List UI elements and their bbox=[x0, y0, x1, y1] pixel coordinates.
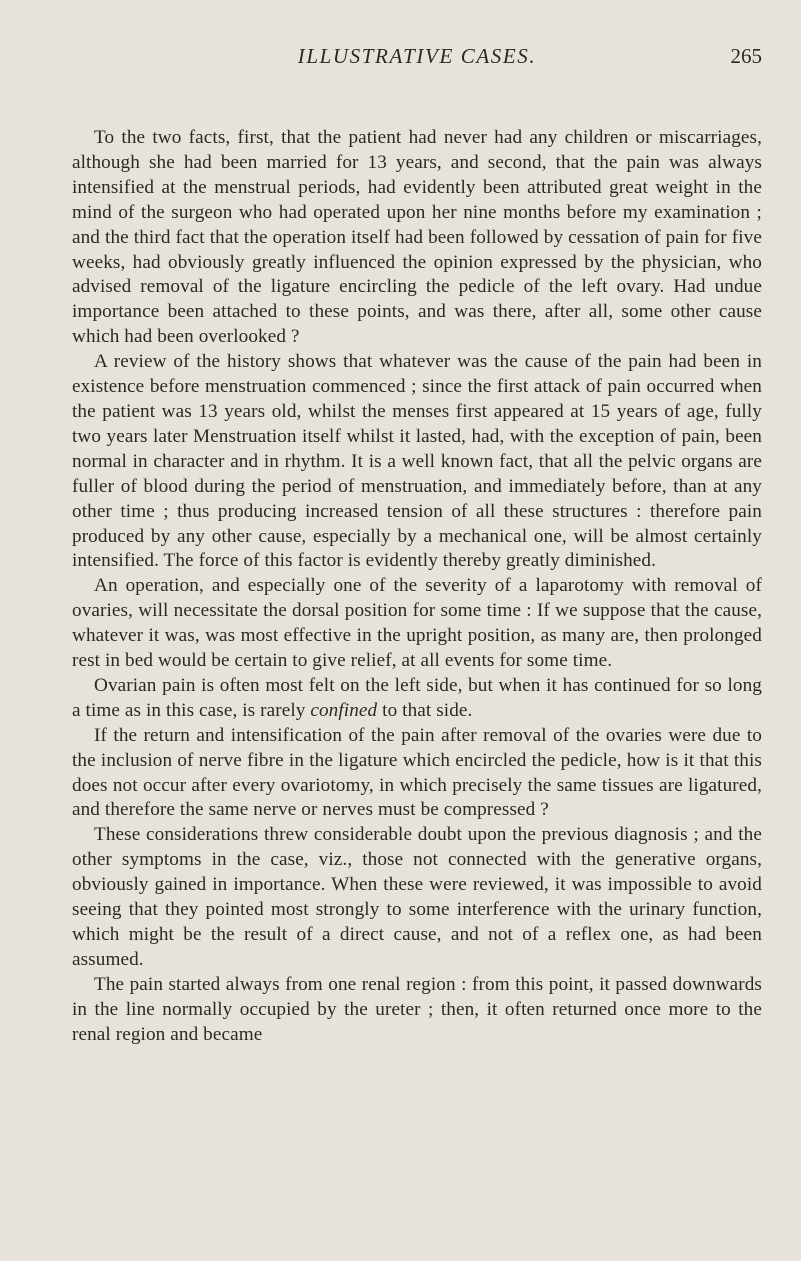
paragraph-4-emphasis: confined bbox=[310, 699, 378, 721]
page-header bbox=[72, 44, 762, 80]
body-text bbox=[72, 126, 762, 1048]
book-page bbox=[72, 44, 762, 1048]
paragraph-4-text-before: Ovarian pain is often most felt on the left side, but when it has continued for so long a time as in this case, is rarely bbox=[72, 674, 762, 721]
running-title: ILLUSTRATIVE CASES. bbox=[297, 44, 537, 68]
paragraph-7: The pain started always from one renal region : from this point, it passed downwards in the line normally occupied by the ureter ; then, it often returned once more to the renal region and became bbox=[72, 973, 762, 1045]
paragraph-2: A review of the history shows that whatever was the cause of the pain had been in existence before menstruation commenced ; since the first attack of pain occurred when the patient was 13 years old, whilst the menses first appeared at 15 years of age, fully two years later Menstruation itself whilst it lasted, had, with the exception of pain, been normal in character and in rhythm. It is a well known fact, that all the pelvic organs are fuller of blood during the period of menstruation, and immediately before, than at any other time ; thus producing increased tension of all these structures : therefore pain produced by any other cause, especially by a mechanical one, will be almost certainly intensified. The force of this factor is evidently thereby greatly diminished. bbox=[72, 351, 762, 572]
paragraph-1: To the two facts, first, that the patient had never had any children or miscarriages, although she had been married for 13 years, and second, that the pain was always intensified at the menstrual periods, had evidently been attributed great weight in the mind of the surgeon who had operated upon her nine months before my examination ; and the third fact that the operation itself had been followed by cessation of pain for five weeks, had obviously greatly influenced the opinion expressed by the physician, who advised removal of the ligature encircling the pedicle of the left ovary. Had undue importance been attached to these points, and was there, after all, some other cause which had been overlooked ? bbox=[72, 127, 762, 348]
paragraph-4 bbox=[72, 674, 762, 724]
paragraph-6: These considerations threw considerable doubt upon the previous diagnosis ; and the other symptoms in the case, viz., those not connected with the generative organs, obviously gained in importance. When these were reviewed, it was impossible to avoid seeing that they pointed most strongly to some interference with the urinary function, which might be the result of a direct cause, and not of a reflex one, as had been assumed. bbox=[72, 824, 762, 970]
page-number: 265 bbox=[730, 44, 762, 68]
paragraph-5: If the return and intensification of the pain after removal of the ovaries were due to the inclusion of nerve fibre in the ligature which encircled the pedicle, how is it that this does not occur after every ovariotomy, in which precisely the same tissues are ligatured, and therefore the same nerve or nerves must be compressed ? bbox=[72, 724, 762, 821]
paragraph-4-text-after: to that side. bbox=[377, 699, 473, 721]
paragraph-3: An operation, and especially one of the severity of a laparotomy with removal of ovaries, will necessitate the dorsal position for some time : If we suppose that the cause, whatever it was, was most effective in the upright position, as many are, then prolonged rest in bed would be certain to give relief, at all events for some time. bbox=[72, 575, 762, 672]
